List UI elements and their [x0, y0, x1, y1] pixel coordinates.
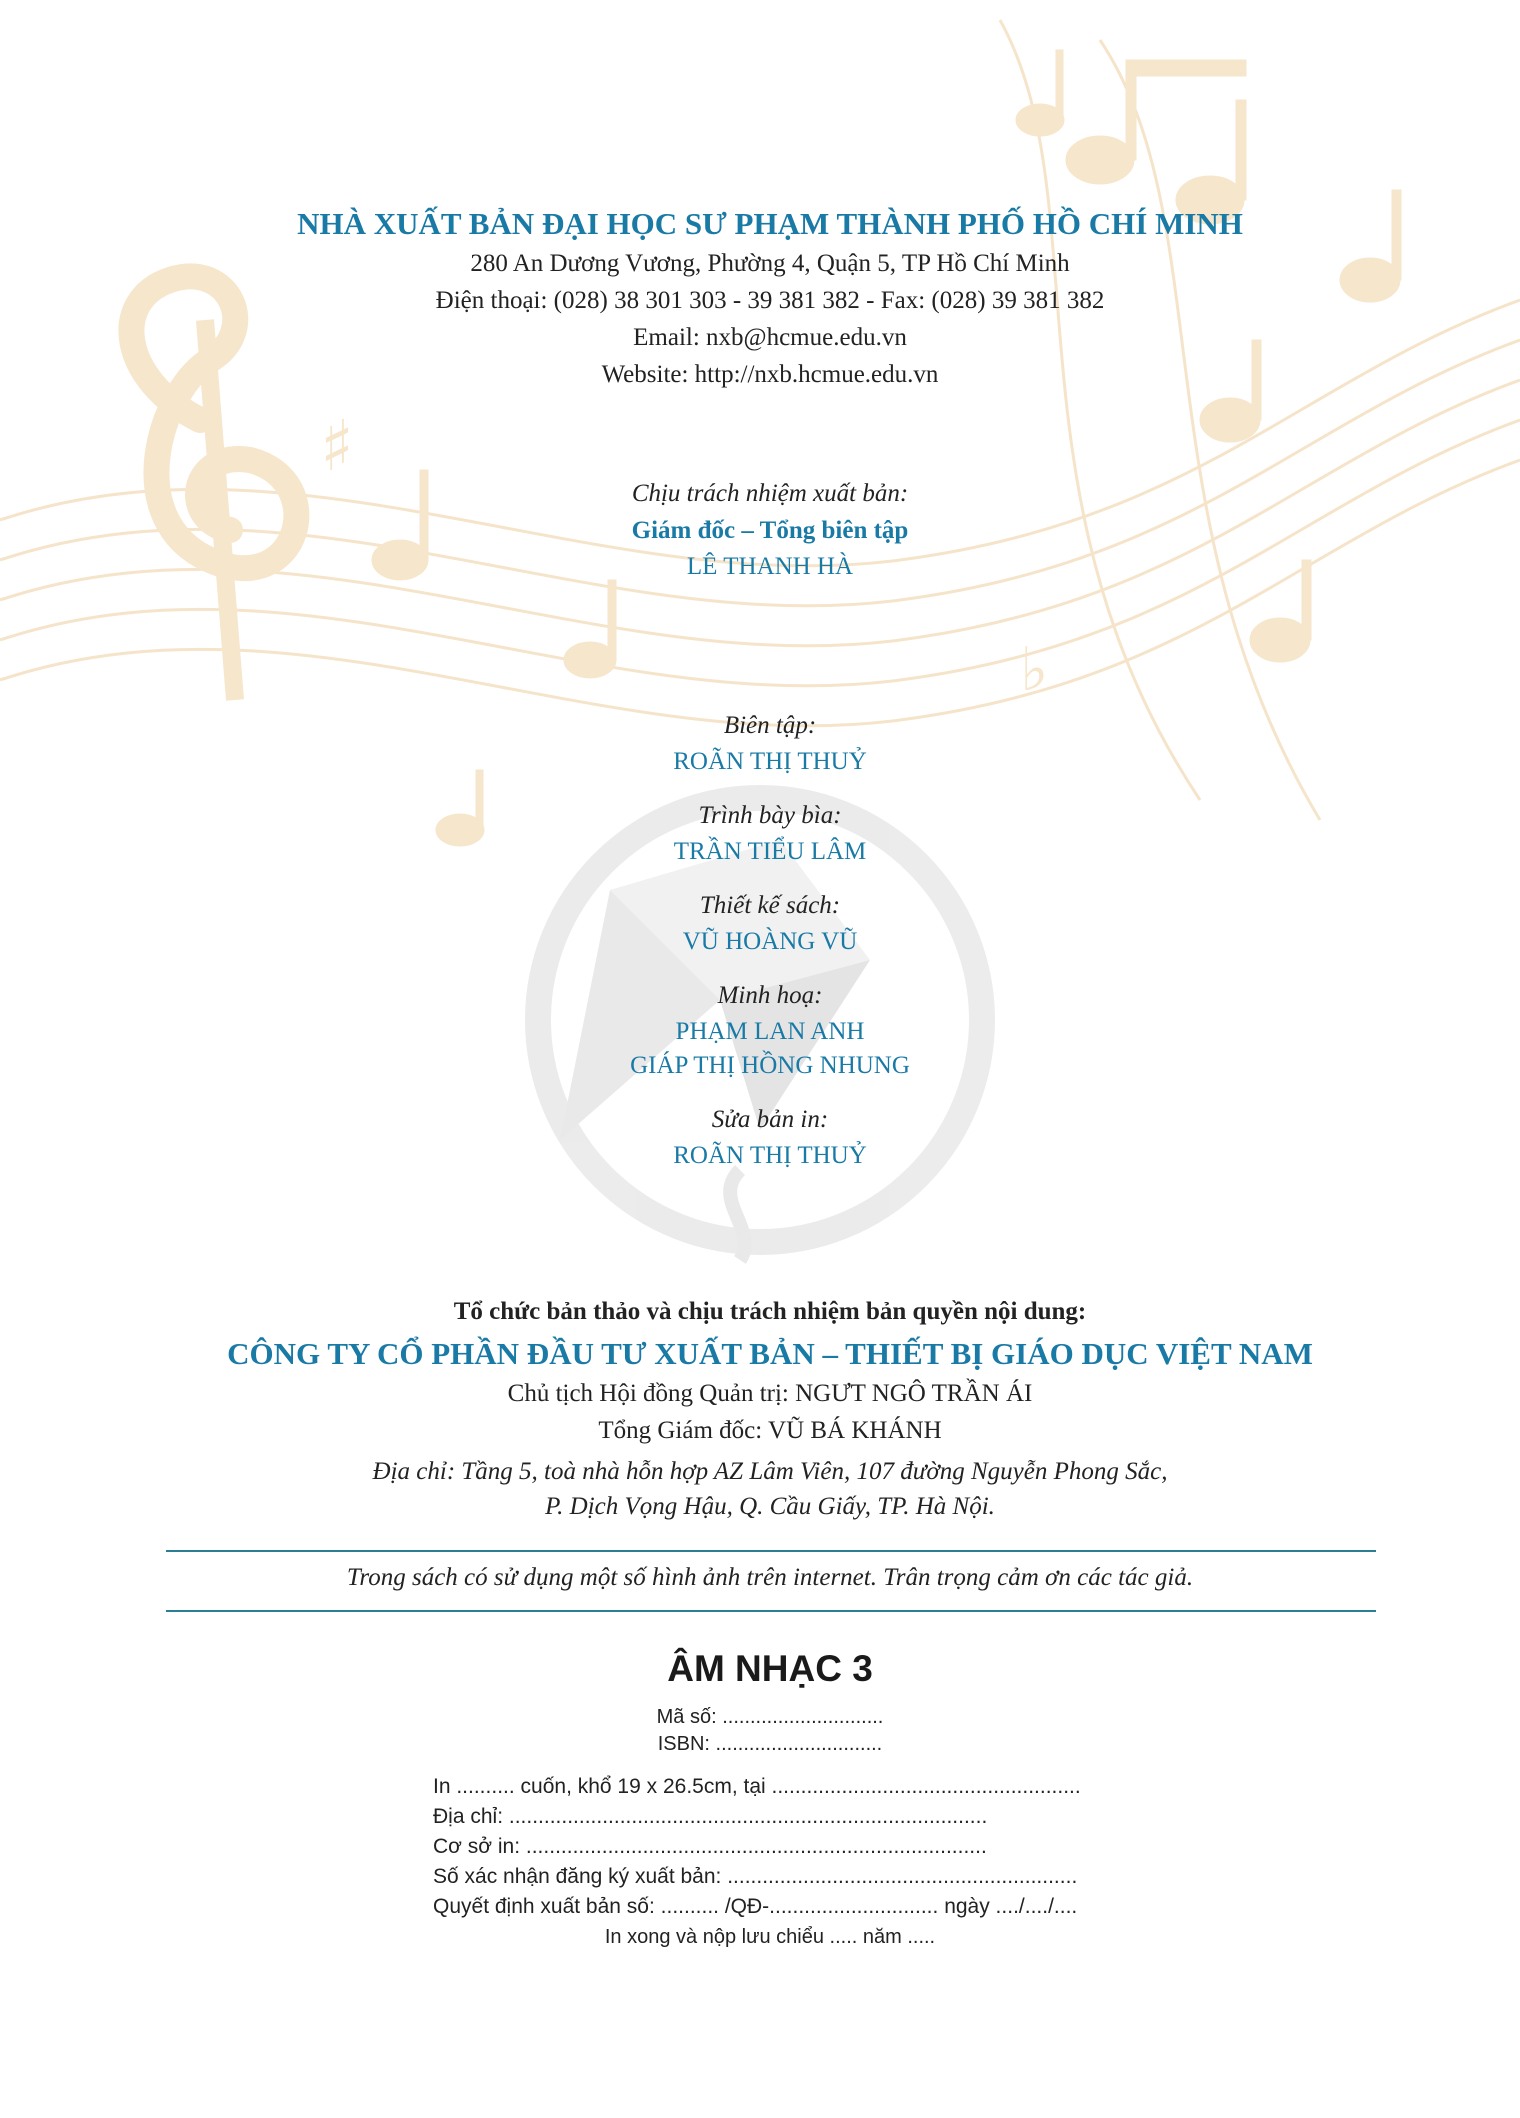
credit-label: Trình bày bìa:	[698, 802, 842, 829]
credit-label: Biên tập:	[723, 712, 817, 739]
book-title: ÂM NHẠC 3	[667, 1648, 873, 1689]
publisher-phone: Điện thoại: (028) 38 301 303 - 39 381 382 - Fax: (028) 39 381 382	[435, 287, 1105, 314]
legal-deposit: In xong và nộp lưu chiểu ..... năm .....	[604, 1926, 936, 1948]
book-isbn: ISBN: ..............................	[657, 1733, 883, 1755]
publisher-website: Website: http://nxb.hcmue.edu.vn	[601, 361, 939, 388]
credit-name: ROÃN THỊ THUỶ	[673, 748, 867, 775]
organization-company: CÔNG TY CỔ PHẦN ĐẦU TƯ XUẤT BẢN – THIẾT BỊ GIÁO DỤC VIỆT NAM	[227, 1336, 1313, 1371]
credit-name: TRẦN TIỂU LÂM	[673, 838, 867, 865]
responsible-role: Giám đốc – Tổng biên tập	[631, 517, 909, 544]
svg-text:♭: ♭	[1020, 635, 1049, 705]
organization-address-line1: Địa chỉ: Tầng 5, toà nhà hỗn hợp AZ Lâm Viên, 107 đường Nguyễn Phong Sắc,	[372, 1458, 1168, 1485]
divider-top	[166, 1550, 1376, 1552]
book-code: Mã số: .............................	[656, 1706, 884, 1728]
print-info-line: Cơ sở in: ...............................................................................	[433, 1835, 987, 1858]
credit-name: VŨ HOÀNG VŨ	[682, 928, 858, 955]
credit-name: ROÃN THỊ THUỶ	[673, 1142, 867, 1169]
print-info-line: Địa chỉ: ..................................................................................	[433, 1805, 988, 1828]
print-info-line: Quyết định xuất bản số: .......... /QĐ-............................. ngày ..../..../....	[433, 1895, 1078, 1918]
responsible-label: Chịu trách nhiệm xuất bản:	[631, 480, 909, 507]
organization-director: Tổng Giám đốc: VŨ BÁ KHÁNH	[598, 1417, 942, 1444]
organization-chairman: Chủ tịch Hội đồng Quản trị: NGƯT NGÔ TRẦN ÁI	[507, 1380, 1033, 1407]
organization-intro: Tổ chức bản thảo và chịu trách nhiệm bản quyền nội dung:	[453, 1298, 1087, 1325]
divider-bottom	[166, 1610, 1376, 1612]
credit-label: Minh hoạ:	[717, 982, 823, 1009]
credit-name: GIÁP THỊ HỒNG NHUNG	[630, 1052, 910, 1079]
publisher-email: Email: nxb@hcmue.edu.vn	[633, 324, 907, 351]
credit-label: Thiết kế sách:	[699, 892, 841, 919]
image-credit-note: Trong sách có sử dụng một số hình ảnh trên internet. Trân trọng cảm ơn các tác giả.	[346, 1564, 1194, 1591]
credit-name: PHẠM LAN ANH	[675, 1018, 865, 1045]
publisher-name: NHÀ XUẤT BẢN ĐẠI HỌC SƯ PHẠM THÀNH PHỐ HỒ CHÍ MINH	[297, 206, 1243, 241]
credit-label: Sửa bản in:	[711, 1106, 829, 1133]
organization-address-line2: P. Dịch Vọng Hậu, Q. Cầu Giấy, TP. Hà Nội.	[545, 1493, 995, 1520]
svg-text:♯: ♯	[320, 405, 354, 487]
print-info-line: Số xác nhận đăng ký xuất bản: ............................................................	[433, 1865, 1078, 1888]
print-info-line: In .......... cuốn, khổ 19 x 26.5cm, tại .....................................................	[433, 1775, 1081, 1798]
responsible-name: LÊ THANH HÀ	[686, 553, 854, 580]
publisher-address: 280 An Dương Vương, Phường 4, Quận 5, TP Hồ Chí Minh	[470, 250, 1070, 277]
